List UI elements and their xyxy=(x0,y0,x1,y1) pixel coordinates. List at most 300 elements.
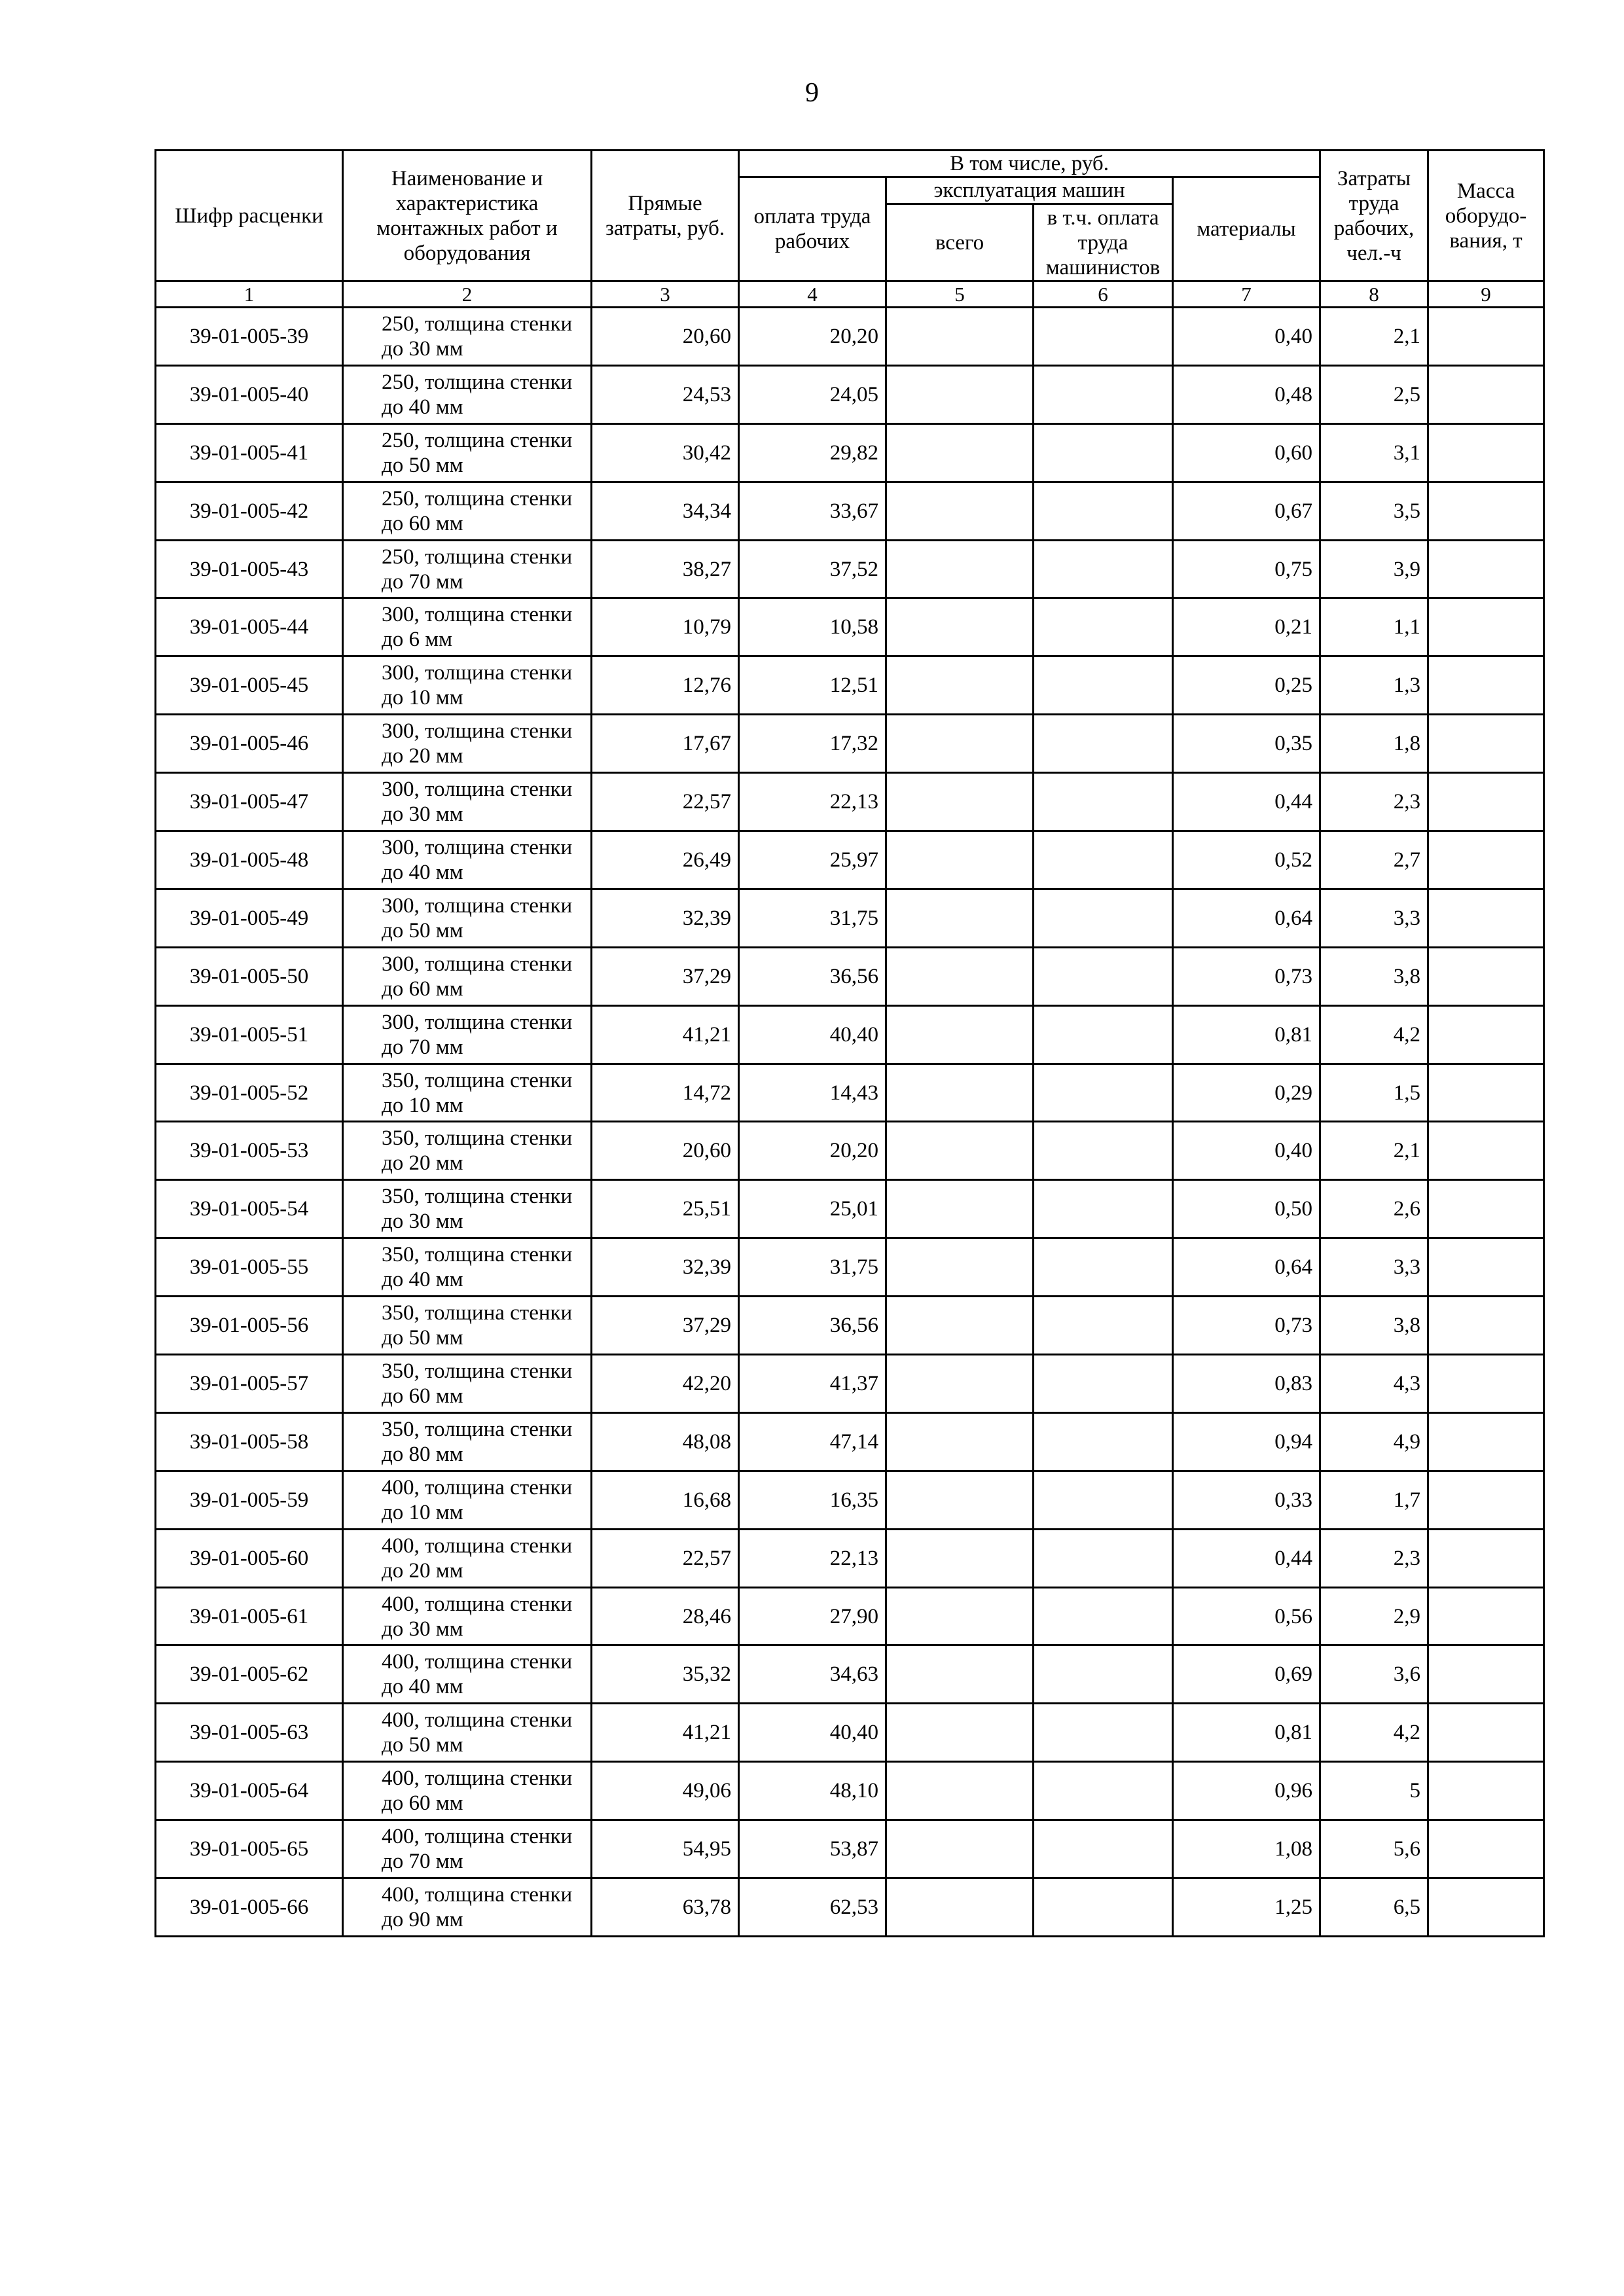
header-wages: оплата труда рабочих xyxy=(739,177,886,281)
wages-cell: 40,40 xyxy=(739,1704,886,1762)
materials-cell: 0,21 xyxy=(1173,598,1320,656)
labor-costs-cell: 3,8 xyxy=(1320,1297,1428,1355)
table-row xyxy=(156,1005,1544,1064)
machines-total-cell xyxy=(886,1122,1034,1180)
direct-costs-cell: 54,95 xyxy=(592,1820,739,1878)
column-number: 9 xyxy=(1428,281,1544,308)
rate-code-cell: 39-01-005-58 xyxy=(156,1412,343,1471)
equipment-mass-cell xyxy=(1428,1064,1544,1122)
table-row xyxy=(156,540,1544,598)
machinists-wages-cell xyxy=(1034,308,1173,366)
rate-code-cell: 39-01-005-63 xyxy=(156,1704,343,1762)
rate-code-cell: 39-01-005-45 xyxy=(156,656,343,715)
labor-costs-cell: 3,3 xyxy=(1320,1238,1428,1297)
rate-code-cell: 39-01-005-57 xyxy=(156,1355,343,1413)
labor-costs-cell: 4,2 xyxy=(1320,1704,1428,1762)
wages-cell: 47,14 xyxy=(739,1412,886,1471)
materials-cell: 0,50 xyxy=(1173,1180,1320,1238)
materials-cell: 0,73 xyxy=(1173,947,1320,1005)
direct-costs-cell: 32,39 xyxy=(592,889,739,947)
labor-costs-cell: 5,6 xyxy=(1320,1820,1428,1878)
direct-costs-cell: 34,34 xyxy=(592,482,739,540)
labor-costs-cell: 2,3 xyxy=(1320,1529,1428,1587)
wages-cell: 34,63 xyxy=(739,1645,886,1704)
header-equipment-mass: Масса оборудо-вания, т xyxy=(1428,151,1544,281)
materials-cell: 0,52 xyxy=(1173,831,1320,889)
table-row xyxy=(156,1355,1544,1413)
rate-code-cell: 39-01-005-49 xyxy=(156,889,343,947)
rate-code-cell: 39-01-005-47 xyxy=(156,773,343,831)
table-row xyxy=(156,423,1544,482)
equipment-mass-cell xyxy=(1428,308,1544,366)
equipment-mass-cell xyxy=(1428,482,1544,540)
materials-cell: 0,40 xyxy=(1173,308,1320,366)
materials-cell: 0,69 xyxy=(1173,1645,1320,1704)
labor-costs-cell: 2,1 xyxy=(1320,1122,1428,1180)
header-direct-costs: Прямые затраты, руб. xyxy=(592,151,739,281)
machinists-wages-cell xyxy=(1034,1878,1173,1937)
equipment-mass-cell xyxy=(1428,1529,1544,1587)
direct-costs-cell: 28,46 xyxy=(592,1587,739,1645)
machines-total-cell xyxy=(886,1005,1034,1064)
wages-cell: 20,20 xyxy=(739,1122,886,1180)
labor-costs-cell: 3,1 xyxy=(1320,423,1428,482)
header-including: В том числе, руб. xyxy=(739,151,1320,177)
rate-code-cell: 39-01-005-66 xyxy=(156,1878,343,1937)
description-cell: 250, толщина стенки до 70 мм xyxy=(343,540,592,598)
equipment-mass-cell xyxy=(1428,1297,1544,1355)
labor-costs-cell: 4,2 xyxy=(1320,1005,1428,1064)
rate-code-cell: 39-01-005-65 xyxy=(156,1820,343,1878)
header-machines: эксплуатация машин xyxy=(886,177,1173,204)
table-row xyxy=(156,482,1544,540)
machinists-wages-cell xyxy=(1034,1412,1173,1471)
machinists-wages-cell xyxy=(1034,889,1173,947)
wages-cell: 22,13 xyxy=(739,1529,886,1587)
equipment-mass-cell xyxy=(1428,1355,1544,1413)
machinists-wages-cell xyxy=(1034,1005,1173,1064)
direct-costs-cell: 20,60 xyxy=(592,1122,739,1180)
machinists-wages-cell xyxy=(1034,598,1173,656)
labor-costs-cell: 6,5 xyxy=(1320,1878,1428,1937)
materials-cell: 0,44 xyxy=(1173,1529,1320,1587)
machinists-wages-cell xyxy=(1034,1238,1173,1297)
description-cell: 400, толщина стенки до 50 мм xyxy=(343,1704,592,1762)
equipment-mass-cell xyxy=(1428,1587,1544,1645)
direct-costs-cell: 49,06 xyxy=(592,1762,739,1820)
column-number: 5 xyxy=(886,281,1034,308)
wages-cell: 53,87 xyxy=(739,1820,886,1878)
table-row xyxy=(156,1471,1544,1529)
table-row xyxy=(156,831,1544,889)
table-row xyxy=(156,947,1544,1005)
wages-cell: 29,82 xyxy=(739,423,886,482)
column-number: 8 xyxy=(1320,281,1428,308)
labor-costs-cell: 2,5 xyxy=(1320,365,1428,423)
materials-cell: 0,29 xyxy=(1173,1064,1320,1122)
table-row xyxy=(156,308,1544,366)
rate-code-cell: 39-01-005-39 xyxy=(156,308,343,366)
wages-cell: 14,43 xyxy=(739,1064,886,1122)
machines-total-cell xyxy=(886,889,1034,947)
description-cell: 400, толщина стенки до 60 мм xyxy=(343,1762,592,1820)
equipment-mass-cell xyxy=(1428,773,1544,831)
wages-cell: 36,56 xyxy=(739,1297,886,1355)
wages-cell: 36,56 xyxy=(739,947,886,1005)
direct-costs-cell: 17,67 xyxy=(592,715,739,773)
materials-cell: 0,33 xyxy=(1173,1471,1320,1529)
labor-costs-cell: 1,1 xyxy=(1320,598,1428,656)
direct-costs-cell: 25,51 xyxy=(592,1180,739,1238)
wages-cell: 17,32 xyxy=(739,715,886,773)
equipment-mass-cell xyxy=(1428,715,1544,773)
header-materials: материалы xyxy=(1173,177,1320,281)
wages-cell: 40,40 xyxy=(739,1005,886,1064)
machines-total-cell xyxy=(886,1645,1034,1704)
labor-costs-cell: 2,9 xyxy=(1320,1587,1428,1645)
machinists-wages-cell xyxy=(1034,1645,1173,1704)
labor-costs-cell: 2,7 xyxy=(1320,831,1428,889)
direct-costs-cell: 35,32 xyxy=(592,1645,739,1704)
machinists-wages-cell xyxy=(1034,773,1173,831)
equipment-mass-cell xyxy=(1428,831,1544,889)
labor-costs-cell: 1,5 xyxy=(1320,1064,1428,1122)
equipment-mass-cell xyxy=(1428,1238,1544,1297)
materials-cell: 0,81 xyxy=(1173,1005,1320,1064)
direct-costs-cell: 32,39 xyxy=(592,1238,739,1297)
machines-total-cell xyxy=(886,1587,1034,1645)
labor-costs-cell: 2,6 xyxy=(1320,1180,1428,1238)
wages-cell: 41,37 xyxy=(739,1355,886,1413)
machinists-wages-cell xyxy=(1034,1297,1173,1355)
equipment-mass-cell xyxy=(1428,1704,1544,1762)
table-row xyxy=(156,656,1544,715)
table-row xyxy=(156,1587,1544,1645)
wages-cell: 22,13 xyxy=(739,773,886,831)
rate-code-cell: 39-01-005-53 xyxy=(156,1122,343,1180)
equipment-mass-cell xyxy=(1428,1412,1544,1471)
direct-costs-cell: 22,57 xyxy=(592,1529,739,1587)
description-cell: 400, толщина стенки до 30 мм xyxy=(343,1587,592,1645)
equipment-mass-cell xyxy=(1428,1122,1544,1180)
machines-total-cell xyxy=(886,482,1034,540)
description-cell: 350, толщина стенки до 40 мм xyxy=(343,1238,592,1297)
description-cell: 400, толщина стенки до 20 мм xyxy=(343,1529,592,1587)
table-row xyxy=(156,1297,1544,1355)
direct-costs-cell: 41,21 xyxy=(592,1704,739,1762)
rate-code-cell: 39-01-005-54 xyxy=(156,1180,343,1238)
machines-total-cell xyxy=(886,1238,1034,1297)
direct-costs-cell: 22,57 xyxy=(592,773,739,831)
equipment-mass-cell xyxy=(1428,1762,1544,1820)
wages-cell: 31,75 xyxy=(739,889,886,947)
header-code: Шифр расценки xyxy=(156,151,343,281)
machines-total-cell xyxy=(886,947,1034,1005)
column-numbers-row xyxy=(156,281,1544,308)
description-cell: 300, толщина стенки до 60 мм xyxy=(343,947,592,1005)
machinists-wages-cell xyxy=(1034,1704,1173,1762)
materials-cell: 0,94 xyxy=(1173,1412,1320,1471)
table-row xyxy=(156,1704,1544,1762)
machines-total-cell xyxy=(886,540,1034,598)
labor-costs-cell: 2,3 xyxy=(1320,773,1428,831)
materials-cell: 0,64 xyxy=(1173,889,1320,947)
machinists-wages-cell xyxy=(1034,1529,1173,1587)
description-cell: 350, толщина стенки до 10 мм xyxy=(343,1064,592,1122)
materials-cell: 0,64 xyxy=(1173,1238,1320,1297)
rate-code-cell: 39-01-005-61 xyxy=(156,1587,343,1645)
machinists-wages-cell xyxy=(1034,423,1173,482)
machines-total-cell xyxy=(886,831,1034,889)
labor-costs-cell: 1,3 xyxy=(1320,656,1428,715)
machinists-wages-cell xyxy=(1034,365,1173,423)
table-row xyxy=(156,1412,1544,1471)
machines-total-cell xyxy=(886,1820,1034,1878)
wages-cell: 24,05 xyxy=(739,365,886,423)
rate-code-cell: 39-01-005-59 xyxy=(156,1471,343,1529)
rates-table xyxy=(154,149,1545,1937)
rate-code-cell: 39-01-005-64 xyxy=(156,1762,343,1820)
wages-cell: 12,51 xyxy=(739,656,886,715)
description-cell: 350, толщина стенки до 20 мм xyxy=(343,1122,592,1180)
labor-costs-cell: 3,9 xyxy=(1320,540,1428,598)
description-cell: 250, толщина стенки до 40 мм xyxy=(343,365,592,423)
machinists-wages-cell xyxy=(1034,1471,1173,1529)
machines-total-cell xyxy=(886,1180,1034,1238)
machines-total-cell xyxy=(886,1762,1034,1820)
page-number: 9 xyxy=(805,78,819,108)
equipment-mass-cell xyxy=(1428,889,1544,947)
description-cell: 300, толщина стенки до 10 мм xyxy=(343,656,592,715)
labor-costs-cell: 2,1 xyxy=(1320,308,1428,366)
table-row xyxy=(156,1122,1544,1180)
table-row xyxy=(156,598,1544,656)
direct-costs-cell: 63,78 xyxy=(592,1878,739,1937)
description-cell: 300, толщина стенки до 30 мм xyxy=(343,773,592,831)
description-cell: 250, толщина стенки до 50 мм xyxy=(343,423,592,482)
machinists-wages-cell xyxy=(1034,715,1173,773)
machines-total-cell xyxy=(886,715,1034,773)
machines-total-cell xyxy=(886,1471,1034,1529)
direct-costs-cell: 20,60 xyxy=(592,308,739,366)
direct-costs-cell: 48,08 xyxy=(592,1412,739,1471)
rate-code-cell: 39-01-005-46 xyxy=(156,715,343,773)
machines-total-cell xyxy=(886,423,1034,482)
direct-costs-cell: 26,49 xyxy=(592,831,739,889)
machines-total-cell xyxy=(886,1529,1034,1587)
materials-cell: 0,83 xyxy=(1173,1355,1320,1413)
wages-cell: 20,20 xyxy=(739,308,886,366)
equipment-mass-cell xyxy=(1428,423,1544,482)
machines-total-cell xyxy=(886,1704,1034,1762)
labor-costs-cell: 4,9 xyxy=(1320,1412,1428,1471)
description-cell: 300, толщина стенки до 20 мм xyxy=(343,715,592,773)
table-row xyxy=(156,1645,1544,1704)
machinists-wages-cell xyxy=(1034,1762,1173,1820)
header-name: Наименование и характеристика монтажных работ и оборудования xyxy=(343,151,592,281)
labor-costs-cell: 3,8 xyxy=(1320,947,1428,1005)
rate-code-cell: 39-01-005-51 xyxy=(156,1005,343,1064)
machines-total-cell xyxy=(886,1355,1034,1413)
materials-cell: 0,81 xyxy=(1173,1704,1320,1762)
table-row xyxy=(156,1762,1544,1820)
machinists-wages-cell xyxy=(1034,482,1173,540)
column-number: 3 xyxy=(592,281,739,308)
description-cell: 350, толщина стенки до 80 мм xyxy=(343,1412,592,1471)
machinists-wages-cell xyxy=(1034,1122,1173,1180)
header-labor-costs: Затраты труда рабочих, чел.-ч xyxy=(1320,151,1428,281)
wages-cell: 37,52 xyxy=(739,540,886,598)
machinists-wages-cell xyxy=(1034,540,1173,598)
table-row xyxy=(156,1238,1544,1297)
table-row xyxy=(156,1820,1544,1878)
description-cell: 350, толщина стенки до 50 мм xyxy=(343,1297,592,1355)
direct-costs-cell: 37,29 xyxy=(592,947,739,1005)
equipment-mass-cell xyxy=(1428,1471,1544,1529)
header-machinists-wages: в т.ч. оплата труда машинистов xyxy=(1034,204,1173,281)
table-row xyxy=(156,1180,1544,1238)
labor-costs-cell: 1,7 xyxy=(1320,1471,1428,1529)
materials-cell: 0,60 xyxy=(1173,423,1320,482)
rate-code-cell: 39-01-005-43 xyxy=(156,540,343,598)
rate-code-cell: 39-01-005-48 xyxy=(156,831,343,889)
rate-code-cell: 39-01-005-55 xyxy=(156,1238,343,1297)
labor-costs-cell: 3,3 xyxy=(1320,889,1428,947)
machinists-wages-cell xyxy=(1034,1355,1173,1413)
equipment-mass-cell xyxy=(1428,1878,1544,1937)
materials-cell: 0,44 xyxy=(1173,773,1320,831)
materials-cell: 0,96 xyxy=(1173,1762,1320,1820)
equipment-mass-cell xyxy=(1428,1005,1544,1064)
materials-cell: 0,25 xyxy=(1173,656,1320,715)
machines-total-cell xyxy=(886,1064,1034,1122)
equipment-mass-cell xyxy=(1428,598,1544,656)
rate-code-cell: 39-01-005-52 xyxy=(156,1064,343,1122)
direct-costs-cell: 24,53 xyxy=(592,365,739,423)
wages-cell: 48,10 xyxy=(739,1762,886,1820)
machines-total-cell xyxy=(886,365,1034,423)
description-cell: 400, толщина стенки до 70 мм xyxy=(343,1820,592,1878)
table-row xyxy=(156,1878,1544,1937)
table-row xyxy=(156,773,1544,831)
materials-cell: 1,08 xyxy=(1173,1820,1320,1878)
machines-total-cell xyxy=(886,598,1034,656)
equipment-mass-cell xyxy=(1428,1180,1544,1238)
labor-costs-cell: 4,3 xyxy=(1320,1355,1428,1413)
header-machines-total: всего xyxy=(886,204,1034,281)
machines-total-cell xyxy=(886,773,1034,831)
direct-costs-cell: 41,21 xyxy=(592,1005,739,1064)
wages-cell: 31,75 xyxy=(739,1238,886,1297)
materials-cell: 0,73 xyxy=(1173,1297,1320,1355)
rate-code-cell: 39-01-005-41 xyxy=(156,423,343,482)
machinists-wages-cell xyxy=(1034,947,1173,1005)
equipment-mass-cell xyxy=(1428,656,1544,715)
table-row xyxy=(156,715,1544,773)
machinists-wages-cell xyxy=(1034,656,1173,715)
description-cell: 400, толщина стенки до 40 мм xyxy=(343,1645,592,1704)
labor-costs-cell: 3,5 xyxy=(1320,482,1428,540)
wages-cell: 62,53 xyxy=(739,1878,886,1937)
direct-costs-cell: 38,27 xyxy=(592,540,739,598)
machinists-wages-cell xyxy=(1034,1064,1173,1122)
description-cell: 250, толщина стенки до 60 мм xyxy=(343,482,592,540)
machines-total-cell xyxy=(886,1297,1034,1355)
materials-cell: 0,40 xyxy=(1173,1122,1320,1180)
column-number: 2 xyxy=(343,281,592,308)
equipment-mass-cell xyxy=(1428,947,1544,1005)
direct-costs-cell: 10,79 xyxy=(592,598,739,656)
machines-total-cell xyxy=(886,308,1034,366)
machines-total-cell xyxy=(886,1878,1034,1937)
column-number: 1 xyxy=(156,281,343,308)
table-row xyxy=(156,1064,1544,1122)
equipment-mass-cell xyxy=(1428,540,1544,598)
description-cell: 400, толщина стенки до 90 мм xyxy=(343,1878,592,1937)
description-cell: 350, толщина стенки до 60 мм xyxy=(343,1355,592,1413)
column-number: 4 xyxy=(739,281,886,308)
rate-code-cell: 39-01-005-40 xyxy=(156,365,343,423)
table-row xyxy=(156,365,1544,423)
description-cell: 400, толщина стенки до 10 мм xyxy=(343,1471,592,1529)
wages-cell: 25,97 xyxy=(739,831,886,889)
direct-costs-cell: 14,72 xyxy=(592,1064,739,1122)
machines-total-cell xyxy=(886,1412,1034,1471)
equipment-mass-cell xyxy=(1428,1820,1544,1878)
column-number: 6 xyxy=(1034,281,1173,308)
description-cell: 250, толщина стенки до 30 мм xyxy=(343,308,592,366)
equipment-mass-cell xyxy=(1428,1645,1544,1704)
wages-cell: 33,67 xyxy=(739,482,886,540)
column-number: 7 xyxy=(1173,281,1320,308)
table-row xyxy=(156,1529,1544,1587)
materials-cell: 0,35 xyxy=(1173,715,1320,773)
machinists-wages-cell xyxy=(1034,831,1173,889)
direct-costs-cell: 42,20 xyxy=(592,1355,739,1413)
machinists-wages-cell xyxy=(1034,1180,1173,1238)
machinists-wages-cell xyxy=(1034,1820,1173,1878)
labor-costs-cell: 5 xyxy=(1320,1762,1428,1820)
materials-cell: 0,67 xyxy=(1173,482,1320,540)
rate-code-cell: 39-01-005-42 xyxy=(156,482,343,540)
description-cell: 300, толщина стенки до 40 мм xyxy=(343,831,592,889)
wages-cell: 27,90 xyxy=(739,1587,886,1645)
description-cell: 300, толщина стенки до 6 мм xyxy=(343,598,592,656)
description-cell: 300, толщина стенки до 50 мм xyxy=(343,889,592,947)
rate-code-cell: 39-01-005-60 xyxy=(156,1529,343,1587)
wages-cell: 25,01 xyxy=(739,1180,886,1238)
materials-cell: 0,56 xyxy=(1173,1587,1320,1645)
description-cell: 350, толщина стенки до 30 мм xyxy=(343,1180,592,1238)
machinists-wages-cell xyxy=(1034,1587,1173,1645)
direct-costs-cell: 37,29 xyxy=(592,1297,739,1355)
direct-costs-cell: 12,76 xyxy=(592,656,739,715)
equipment-mass-cell xyxy=(1428,365,1544,423)
table-body xyxy=(156,308,1544,1937)
materials-cell: 0,75 xyxy=(1173,540,1320,598)
labor-costs-cell: 3,6 xyxy=(1320,1645,1428,1704)
direct-costs-cell: 16,68 xyxy=(592,1471,739,1529)
wages-cell: 16,35 xyxy=(739,1471,886,1529)
description-cell: 300, толщина стенки до 70 мм xyxy=(343,1005,592,1064)
direct-costs-cell: 30,42 xyxy=(592,423,739,482)
rate-code-cell: 39-01-005-44 xyxy=(156,598,343,656)
table-row xyxy=(156,889,1544,947)
materials-cell: 1,25 xyxy=(1173,1878,1320,1937)
labor-costs-cell: 1,8 xyxy=(1320,715,1428,773)
rate-code-cell: 39-01-005-62 xyxy=(156,1645,343,1704)
wages-cell: 10,58 xyxy=(739,598,886,656)
